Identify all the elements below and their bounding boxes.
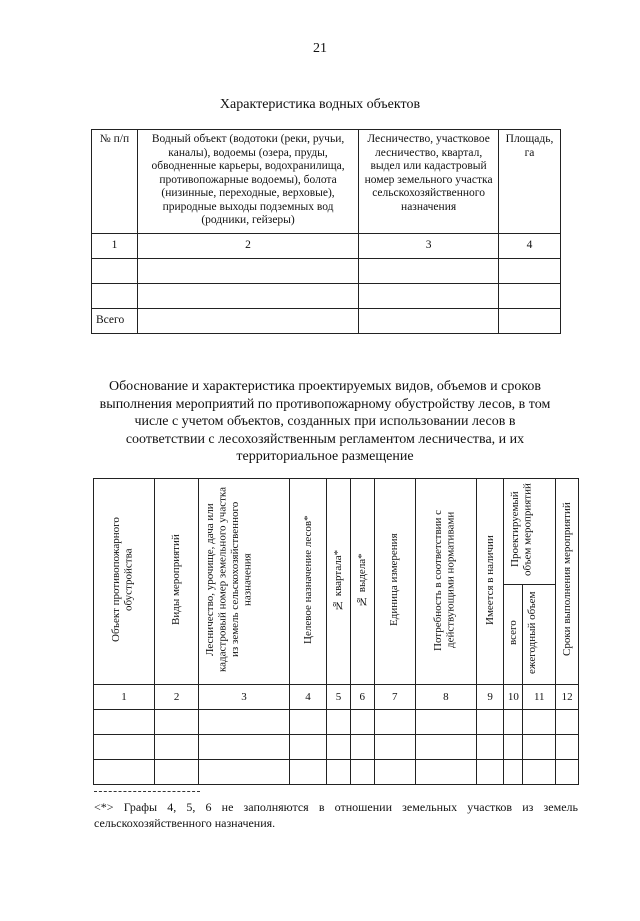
table-cell [374,735,415,760]
header-cell [415,479,476,685]
column-number: 6 [350,685,374,710]
header-label: Имеется в наличии [483,534,496,625]
table-cell [374,760,415,785]
table-header-row [94,479,579,585]
table-header-row [92,130,561,234]
table-cell [289,710,326,735]
table-cell [289,735,326,760]
column-number: 2 [155,685,199,710]
table-cell [92,284,138,309]
table-cell [289,760,326,785]
column-number: 9 [476,685,504,710]
column-number-row [92,234,561,259]
header-cell [523,584,556,685]
header-label: Целевое назначение лесов* [301,515,314,645]
header-cell: Площадь, га [499,130,561,234]
header-cell [350,479,374,685]
column-number: 10 [504,685,523,710]
column-number: 4 [499,234,561,259]
table-cell [504,710,523,735]
header-label: Объект противопожарного обустройства [110,517,135,643]
header-label: Проектируемый объем мероприятий [508,483,534,576]
header-label: Единица измерения [388,533,401,627]
column-number: 3 [359,234,499,259]
table-cell [327,735,351,760]
header-cell: Лесничество, участковое лесничество, квартал, выдел или кадастровый номер земельного участка сельскохозяйственного назначения [359,130,499,234]
column-number: 12 [556,685,579,710]
table-cell [499,309,561,334]
column-number: 3 [199,685,290,710]
table-row [92,284,561,309]
table-cell [327,710,351,735]
table-cell [499,259,561,284]
table-cell [415,735,476,760]
column-number: 11 [523,685,556,710]
table-cell [350,760,374,785]
table-cell [476,735,504,760]
table-cell [504,760,523,785]
table-cell [94,710,155,735]
table-cell [137,284,358,309]
column-number-row [94,685,579,710]
header-cell [504,584,523,685]
header-label: Сроки выполнения мероприятий [560,502,573,657]
table-cell [94,735,155,760]
measures-title: Обоснование и характеристика проектируемых видов, объемов и сроков выполнения мероприятий по противопожарному обустройству лесов, в том числе с учетом объектов, созданных при использовании лесов в соответствии с лесохозяйственным регламентом лесничества, и их территориальное размещение [99,379,551,464]
table-cell [523,735,556,760]
table-cell [350,735,374,760]
column-number: 5 [327,685,351,710]
table-row [94,760,579,785]
page-number: 21 [313,41,327,56]
header-cell: Водный объект (водотоки (реки, ручьи, каналы), водоемы (озера, пруды, обводненные карьеры, водохранилища, противопожарные водоемы), болота (низинные, переходные, верховые), природные выходы подземных вод (родники, гейзеры) [137,130,358,234]
header-cell [504,479,556,585]
table-cell [199,710,290,735]
water-objects-title: Характеристика водных объектов [219,97,421,112]
header-label: ежегодный объем [526,591,539,674]
table-cell [155,760,199,785]
header-cell [199,479,290,685]
header-cell [289,479,326,685]
footnote-divider [94,791,200,792]
column-number: 4 [289,685,326,710]
table-cell [523,710,556,735]
table-cell [199,760,290,785]
water-objects-table [91,129,561,334]
column-number: 1 [94,685,155,710]
table-cell [415,710,476,735]
table-cell [137,259,358,284]
table-cell [556,735,579,760]
table-row [94,735,579,760]
table-cell [155,710,199,735]
table-cell [523,760,556,785]
header-cell: № п/п [92,130,138,234]
table-cell [137,309,358,334]
header-label: № выдела* [356,552,368,607]
table-cell [94,760,155,785]
header-cell [556,479,579,685]
table-cell [499,284,561,309]
total-label: Всего [92,309,138,334]
table-cell [327,760,351,785]
table-cell [155,735,199,760]
table-row [94,710,579,735]
header-cell [476,479,504,685]
table-cell [374,710,415,735]
table-cell [199,735,290,760]
column-number: 7 [374,685,415,710]
header-cell [374,479,415,685]
header-cell [327,479,351,685]
table-cell [415,760,476,785]
table-row [92,259,561,284]
header-cell [94,479,155,685]
table-cell [556,760,579,785]
table-cell [92,259,138,284]
footnote: <*> Графы 4, 5, 6 не заполняются в отношении земельных участков из земель сельскохозяйственного назначения. [94,800,578,830]
header-label: № квартала* [332,549,345,611]
header-label: Потребность в соответствии с действующими нормативами [431,509,457,651]
table-cell [359,259,499,284]
table-cell [504,735,523,760]
table-cell [359,309,499,334]
total-row [92,309,561,334]
header-label: Виды мероприятий [170,534,183,626]
header-label: всего [507,620,520,645]
fire-measures-table [93,478,579,785]
column-number: 1 [92,234,138,259]
header-cell [155,479,199,685]
column-number: 2 [137,234,358,259]
header-label: Лесничество, урочище, дача или кадастровый номер земельного участка из земель сельскохозяйственного назначения [204,487,254,673]
table-cell [350,710,374,735]
table-cell [359,284,499,309]
table-cell [476,760,504,785]
table-cell [556,710,579,735]
table-cell [476,710,504,735]
column-number: 8 [415,685,476,710]
